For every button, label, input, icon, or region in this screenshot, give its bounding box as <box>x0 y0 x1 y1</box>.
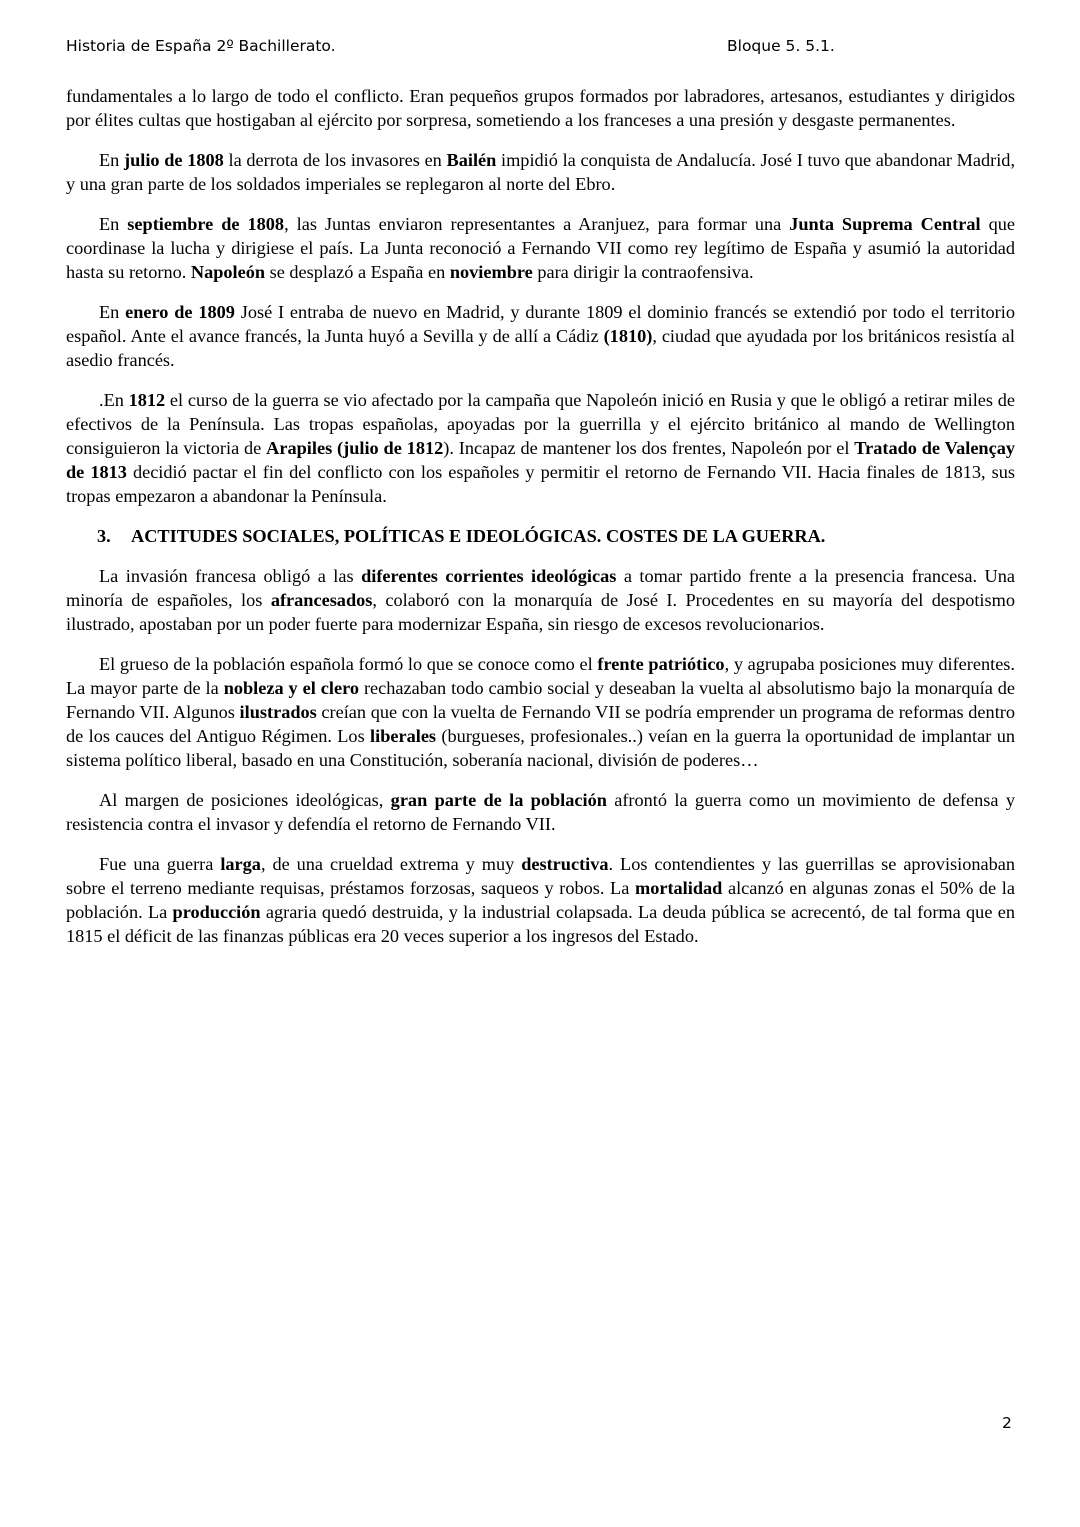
header-block-label: Bloque 5. 5.1. <box>727 37 835 55</box>
paragraph-costes-guerra: Fue una guerra larga, de una crueldad extrema y muy destructiva. Los contendientes y las guerrillas se aprovisionaban sobre el terreno mediante requisas, préstamos forzosas, saqueos y robos. La mortalidad alcanzó en algunas zonas el 50% de la población. La producción agraria quedó destruida, y la industrial colapsada. La deuda pública se acrecentó, de tal forma que en 1815 el déficit de las finanzas públicas era 20 veces superior a los ingresos del Estado. <box>66 854 1016 946</box>
page-header <box>66 37 1016 61</box>
header-course-title: Historia de España 2º Bachillerato. <box>66 37 336 55</box>
paragraph-afrancesados: La invasión francesa obligó a las diferentes corrientes ideológicas a tomar partido frente a la presencia francesa. Una minoría de españoles, los afrancesados, colaboró con la monarquía de José I. Procedentes en su mayoría del despotismo ilustrado, apostaban por un poder fuerte para modernizar España, sin riesgo de excesos revolucionarios. <box>66 566 1015 634</box>
paragraph-1809: En enero de 1809 José I entraba de nuevo en Madrid, y durante 1809 el dominio francés se extendió por todo el territorio español. Ante el avance francés, la Junta huyó a Sevilla y de allí a Cádiz (1810), ciudad que ayudada por los británicos resistía al asedio francés. <box>66 302 1015 370</box>
section-heading-3 <box>66 524 1015 548</box>
paragraph-poblacion: Al margen de posiciones ideológicas, gran parte de la población afrontó la guerra como un movimiento de defensa y resistencia contra el invasor y defendía el retorno de Fernando VII. <box>66 790 1015 834</box>
paragraph-frente-patriotico: El grueso de la población española formó lo que se conoce como el frente patriótico, y agrupaba posiciones muy diferentes. La mayor parte de la nobleza y el clero rechazaban todo cambio social y deseaban la vuelta al absolutismo bajo la monarquía de Fernando VII. Algunos ilustrados creían que con la vuelta de Fernando VII se podría emprender un programa de reformas dentro de los cauces del Antiguo Régimen. Los liberales (burgueses, profesionales..) veían en la guerra la oportunidad de implantar un sistema político liberal, basado en una Constitución, soberanía nacional, división de poderes… <box>66 654 1016 770</box>
page-number: 2 <box>1002 1414 1012 1432</box>
paragraph-guerrilla-continuation: fundamentales a lo largo de todo el conflicto. Eran pequeños grupos formados por labradores, artesanos, estudiantes y dirigidos por élites cultas que hostigaban al ejército por sorpresa, sometiendo a los franceses a una presión y desgaste permanentes. <box>66 86 1015 130</box>
document-body <box>66 84 1015 964</box>
section-title-text: ACTITUDES SOCIALES, POLÍTICAS E IDEOLÓGICAS. COSTES DE LA GUERRA. <box>131 526 826 546</box>
paragraph-junta-central: En septiembre de 1808, las Juntas enviaron representantes a Aranjuez, para formar una Junta Suprema Central que coordinase la lucha y dirigiese el país. La Junta reconoció a Fernando VII como rey legítimo de España y asumió la autoridad hasta su retorno. Napoleón se desplazó a España en noviembre para dirigir la contraofensiva. <box>66 214 1015 282</box>
section-number: 3. <box>97 526 111 546</box>
paragraph-1812: .En 1812 el curso de la guerra se vio afectado por la campaña que Napoleón inició en Rusia y que le obligó a retirar miles de efectivos de la Península. Las tropas españolas, apoyadas por la guerrilla y el ejército británico al mando de Wellington consiguieron la victoria de Arapiles (julio de 1812). Incapaz de mantener los dos frentes, Napoleón por el Tratado de Valençay de 1813 decidió pactar el fin del conflicto con los españoles y permitir el retorno de Fernando VII. Hacia finales de 1813, sus tropas empezaron a abandonar la Península. <box>66 390 1015 506</box>
paragraph-bailen: En julio de 1808 la derrota de los invasores en Bailén impidió la conquista de Andalucía. José I tuvo que abandonar Madrid, y una gran parte de los soldados imperiales se replegaron al norte del Ebro. <box>66 150 1016 194</box>
